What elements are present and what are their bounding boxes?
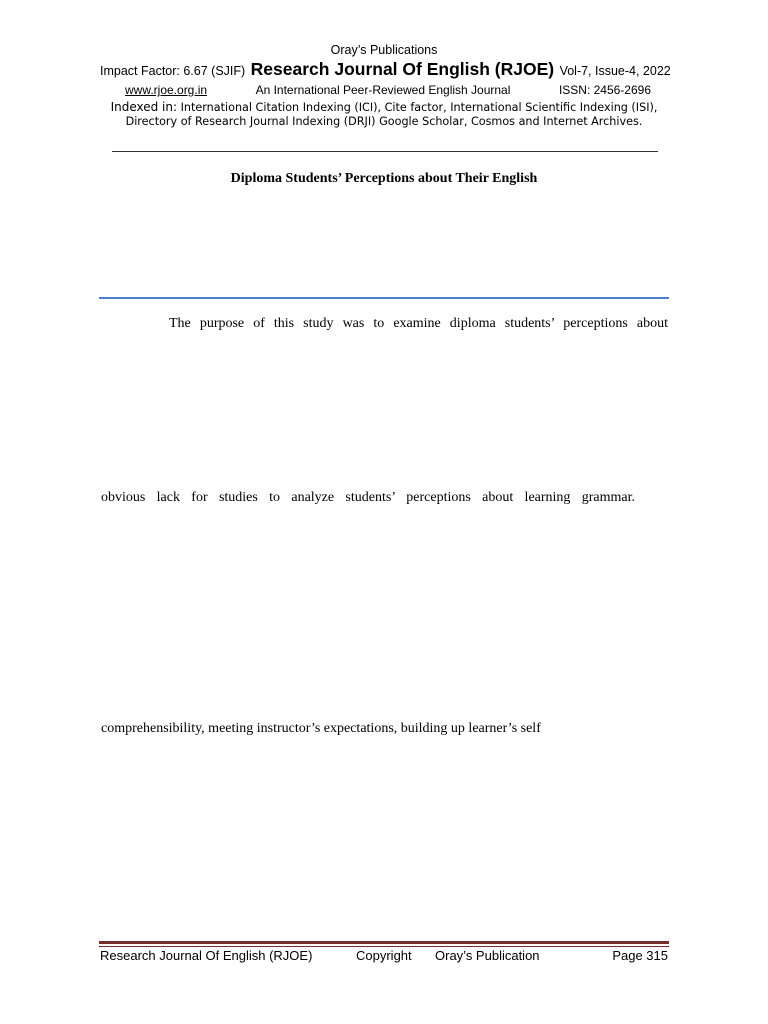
page-number: Page 315 <box>612 948 668 963</box>
footer-journal: Research Journal Of English (RJOE) <box>100 948 313 963</box>
paragraph-2: obvious lack for studies to analyze students’ perceptions about learning grammar. <box>101 490 635 505</box>
footer-copyright: Copyright <box>356 948 412 963</box>
website-link[interactable]: www.rjoe.org.in <box>125 83 208 97</box>
volume-issue: Vol-7, Issue-4, 2022 <box>559 64 671 78</box>
title-divider <box>99 297 669 299</box>
article-title: Diploma Students’ Perceptions about Their English <box>230 171 538 186</box>
paragraph-3: comprehensibility, meeting instructor’s expectations, building up learner’s self <box>101 721 541 736</box>
footer-divider-thin <box>99 946 669 947</box>
indexed-label: Indexed in: <box>110 100 178 114</box>
impact-row <box>100 58 671 82</box>
web-row <box>100 82 668 98</box>
page-footer <box>100 948 668 964</box>
journal-name: Research Journal Of English (RJOE) <box>250 59 555 79</box>
header-divider <box>112 151 658 152</box>
indexing-info <box>100 100 668 129</box>
paragraph-1: The purpose of this study was to examine diploma students’ perceptions about <box>169 316 668 331</box>
publisher-name: Oray’s Publications <box>330 43 438 57</box>
footer-divider-thick <box>99 941 669 944</box>
footer-publication: Oray’s Publication <box>435 948 540 963</box>
issn: ISSN: 2456-2696 <box>558 83 651 97</box>
journal-header <box>100 42 671 129</box>
impact-factor: Impact Factor: 6.67 (SJIF) <box>100 64 246 78</box>
indexed-text: International Citation Indexing (ICI), Cite factor, International Scientific Indexing (ISI), Directory of Research Journal Indexing (DRJI) Google Scholar, Cosmos and Internet Archives. <box>125 101 658 128</box>
journal-tagline: An International Peer-Reviewed English Journal <box>255 83 511 97</box>
